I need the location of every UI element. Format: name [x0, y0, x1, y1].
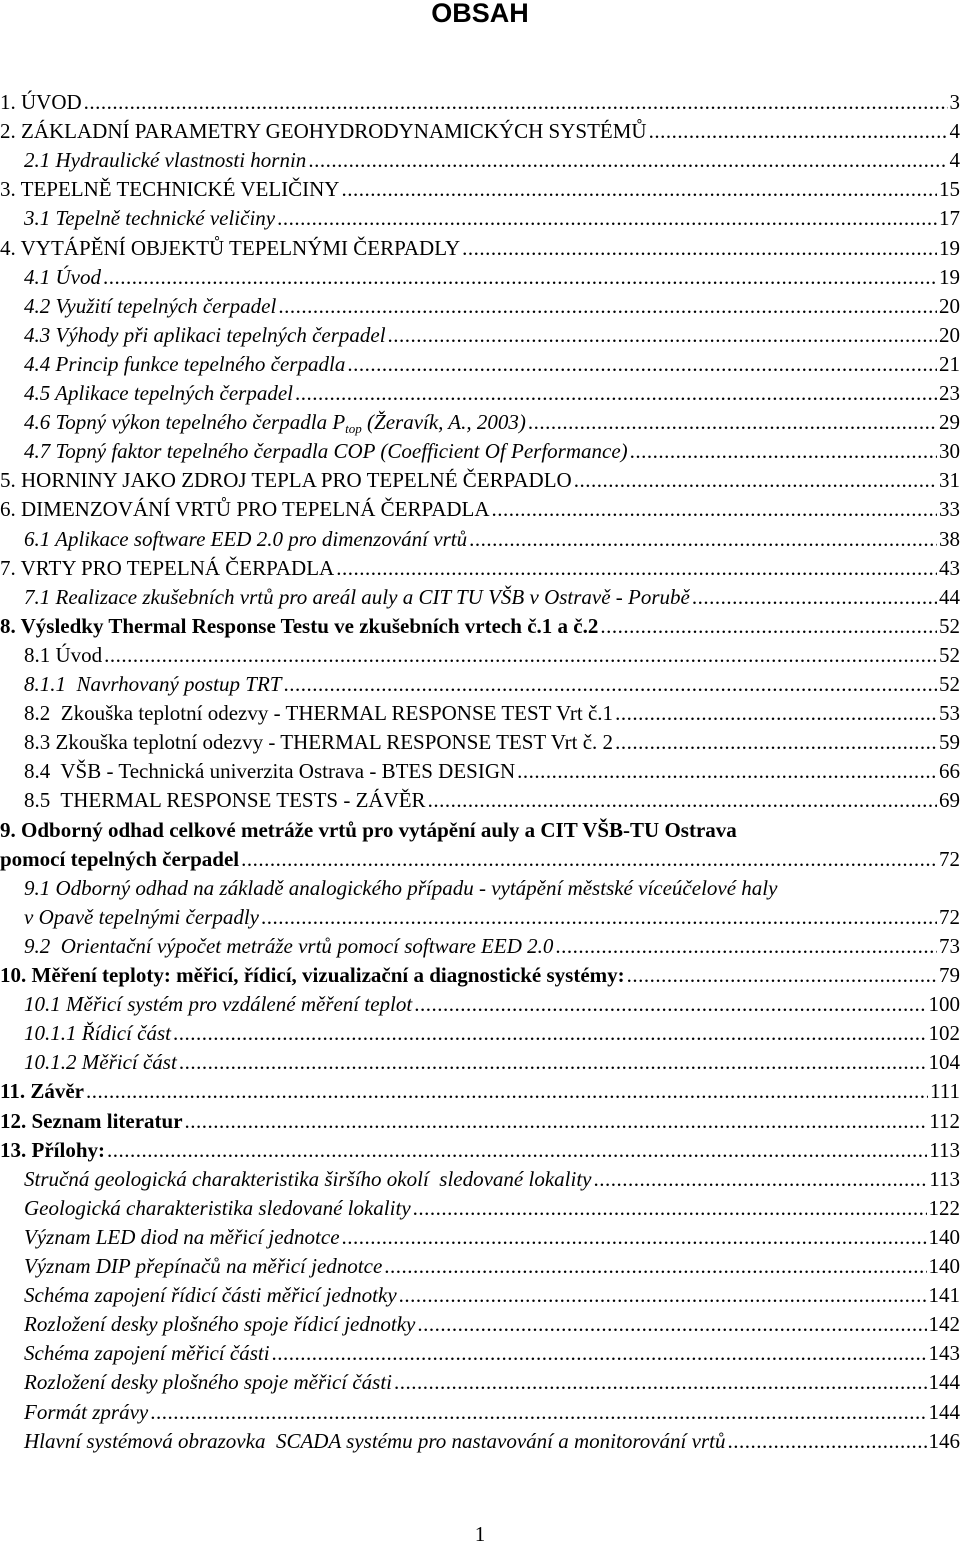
toc-entry[interactable]	[0, 670, 960, 698]
toc-entry-title: 1. ÚVOD	[0, 90, 82, 114]
toc-leader-dots	[399, 1281, 927, 1309]
toc-entry-title: 4. VYTÁPĚNÍ OBJEKTŮ TEPELNÝMI ČERPADLY	[0, 235, 461, 260]
toc-entry-title: 4.1 Úvod	[24, 264, 101, 289]
toc-entry[interactable]	[0, 408, 960, 436]
toc-entry-page: 52	[939, 613, 960, 638]
toc-leader-dots	[342, 1223, 927, 1251]
toc-entry-page: 72	[939, 846, 960, 871]
toc-leader-dots	[727, 1427, 926, 1455]
toc-entry-label	[24, 525, 467, 553]
toc-leader-dots	[428, 786, 937, 814]
toc-entry[interactable]	[0, 554, 960, 582]
toc-entry-page: 104	[928, 1050, 960, 1075]
toc-entry-title: pomocí tepelných čerpadel	[0, 846, 240, 871]
toc-leader-dots	[107, 1136, 927, 1164]
toc-entry-page: 111	[930, 1079, 960, 1104]
toc-entry-title: 8. Výsledky Thermal Response Testu ve zkušebních vrtech č.1 a č.2	[0, 613, 599, 638]
toc-entry-label	[24, 932, 553, 960]
toc-entry-label	[24, 903, 259, 931]
toc-entry-page: 53	[939, 701, 960, 726]
toc-leader-dots	[272, 1339, 927, 1367]
toc-entry-label	[24, 1368, 392, 1396]
toc-leader-dots	[649, 117, 948, 145]
toc-entry-label	[24, 1165, 591, 1193]
toc-entry-page: 43	[939, 555, 960, 580]
toc-entry[interactable]	[0, 641, 960, 669]
toc-entry-title: Stručná geologická charakteristika širšího okolí sledované lokality	[24, 1166, 592, 1191]
toc-entry-page: 66	[939, 759, 960, 784]
toc-entry-label	[0, 961, 625, 989]
toc-entry[interactable]	[0, 1252, 960, 1280]
toc-entry[interactable]	[0, 350, 960, 378]
toc-entry-label	[24, 1019, 171, 1047]
toc-entry-label	[24, 583, 690, 611]
toc-entry-label	[0, 612, 598, 640]
toc-entry-page: 4	[949, 119, 960, 144]
toc-entry-label	[0, 495, 490, 523]
toc-entry[interactable]	[0, 612, 960, 640]
toc-leader-dots	[347, 350, 937, 378]
toc-entry-title: 8.1.1 Navrhovaný postup TRT	[24, 672, 282, 696]
toc-entry-title: 4.6 Topný výkon tepelného čerpadla P	[24, 410, 346, 435]
toc-leader-dots	[600, 612, 937, 640]
toc-leader-dots	[462, 234, 937, 262]
toc-entry-label	[0, 1136, 105, 1164]
toc-entry[interactable]	[0, 495, 960, 523]
toc-entry-page: 142	[928, 1312, 960, 1337]
toc-entry-label	[24, 699, 613, 727]
toc-leader-dots	[615, 728, 937, 756]
toc-entry[interactable]	[0, 1281, 960, 1309]
toc-entry-label	[0, 554, 334, 582]
toc-entry-title: 6. DIMENZOVÁNÍ VRTŮ PRO TEPELNÁ ČERPADLA	[0, 497, 490, 522]
toc-leader-dots	[179, 1048, 927, 1076]
toc-entry-title: 12. Seznam literatur	[0, 1108, 183, 1133]
toc-leader-dots	[277, 204, 937, 232]
toc-entry-page: 100	[928, 992, 960, 1017]
toc-entry-title: 4.5 Aplikace tepelných čerpadel	[24, 381, 294, 405]
toc-entry[interactable]	[0, 204, 960, 232]
toc-entry[interactable]	[0, 1310, 960, 1338]
toc-entry-title: Schéma zapojení měřicí části	[24, 1341, 270, 1366]
toc-leader-dots	[283, 670, 937, 698]
toc-entry-label	[24, 1281, 397, 1309]
toc-entry-label	[24, 990, 412, 1018]
toc-entry-label	[0, 1077, 84, 1105]
toc-entry-page: 140	[928, 1254, 960, 1278]
toc-leader-dots	[630, 437, 937, 465]
toc-entry-title: Rozložení desky plošného spoje řídicí jednotky	[24, 1312, 416, 1337]
toc-entry[interactable]	[0, 1368, 960, 1396]
toc-entry[interactable]	[0, 990, 960, 1018]
toc-entry-page: 21	[939, 351, 960, 376]
toc-entry-label	[24, 204, 275, 232]
toc-entry-page: 69	[939, 788, 960, 813]
toc-entry[interactable]	[0, 1048, 960, 1076]
toc-entry-page: 52	[939, 672, 960, 696]
toc-entry-label	[24, 321, 386, 349]
toc-entry[interactable]	[0, 466, 960, 494]
toc-entry[interactable]	[0, 379, 960, 407]
toc-entry-title: Schéma zapojení řídicí části měřicí jednotky	[24, 1283, 397, 1308]
toc-entry-label	[24, 437, 628, 465]
toc-leader-dots	[627, 961, 937, 989]
toc-entry[interactable]	[0, 1223, 960, 1251]
toc-leader-dots	[241, 845, 937, 873]
toc-leader-dots	[84, 88, 948, 116]
toc-entry-page: 23	[939, 381, 960, 405]
toc-entry-label	[24, 757, 515, 785]
toc-leader-dots	[185, 1107, 928, 1135]
toc-entry-title: Hlavní systémová obrazovka SCADA systému pro nastavování a monitorování vrtů	[24, 1428, 726, 1453]
toc-entry-title: 8.5 THERMAL RESPONSE TESTS - ZÁVĚR	[24, 788, 426, 813]
toc-entry-page: 102	[928, 1021, 960, 1046]
toc-entry-label-line1: 9. Odborný odhad celkové metráže vrtů pro vytápění auly a CIT VŠB-TU Ostrava	[0, 817, 737, 842]
toc-entry-page: 20	[939, 293, 960, 318]
toc-entry-title: Rozložení desky plošného spoje měřicí části	[24, 1370, 393, 1395]
page-title: OBSAH	[431, 0, 529, 28]
toc-entry-title: 7.1 Realizace zkušebních vrtů pro areál auly a CIT TU VŠB v Ostravě - Porubě	[24, 584, 690, 609]
toc-leader-dots	[86, 1077, 928, 1105]
toc-entry-title: 2. ZÁKLADNÍ PARAMETRY GEOHYDRODYNAMICKÝCH SYSTÉMŮ	[0, 119, 647, 144]
toc-leader-dots	[261, 903, 937, 931]
toc-entry-page: 19	[939, 235, 960, 260]
toc-entry-title: 4.3 Výhody při aplikaci tepelných čerpadel	[24, 322, 386, 347]
toc-entry-page: 33	[939, 497, 960, 522]
toc-entry[interactable]	[0, 1136, 960, 1164]
page-number: 1	[474, 1522, 486, 1546]
toc-leader-dots	[388, 321, 937, 349]
toc-entry-page: 143	[928, 1341, 960, 1366]
toc-entry-page: 15	[939, 177, 960, 202]
toc-entry[interactable]	[0, 728, 960, 756]
toc-leader-dots	[278, 292, 937, 320]
toc-entry-title: Formát zprávy	[24, 1399, 149, 1424]
toc-entry[interactable]	[0, 1194, 960, 1222]
toc-entry-label	[24, 1310, 415, 1338]
toc-leader-dots	[308, 146, 947, 174]
toc-entry-title: 6.1 Aplikace software EED 2.0 pro dimenzování vrtů	[24, 526, 468, 551]
toc-entry-page: 144	[928, 1399, 960, 1424]
toc-leader-dots	[295, 379, 937, 407]
toc-entry-label	[0, 845, 239, 873]
toc-leader-dots	[517, 757, 937, 785]
toc-entry[interactable]	[0, 583, 960, 611]
toc-entry-title: 10. Měření teploty: měřicí, řídicí, vizualizační a diagnostické systémy:	[0, 963, 625, 987]
toc-leader-dots	[469, 525, 937, 553]
toc-entry[interactable]	[0, 932, 960, 960]
toc-leader-dots	[413, 1194, 927, 1222]
toc-entry-title-cont: (Žeravík, A., 2003)	[361, 410, 526, 435]
toc-entry-page: 52	[939, 642, 960, 667]
toc-entry-title: Geologická charakteristika sledované lokality	[24, 1195, 411, 1220]
toc-entry[interactable]	[0, 1398, 960, 1426]
toc-leader-dots	[341, 175, 937, 203]
toc-entry-title: 4.2 Využití tepelných čerpadel	[24, 293, 277, 318]
toc-leader-dots	[692, 583, 937, 611]
toc-entry-title: 4.4 Princip funkce tepelného čerpadla	[24, 351, 346, 376]
toc-entry[interactable]	[0, 437, 960, 465]
toc-entry-page: 73	[939, 933, 960, 958]
toc-entry[interactable]	[0, 903, 960, 931]
toc-entry-page: 144	[928, 1370, 960, 1395]
toc-entry-page: 112	[929, 1108, 960, 1133]
toc-entry-page: 20	[939, 322, 960, 347]
toc-leader-dots	[417, 1310, 926, 1338]
toc-entry-label	[24, 728, 613, 756]
toc-entry-label	[0, 1107, 183, 1135]
toc-entry-label	[0, 466, 572, 494]
toc-entry-page: 44	[939, 584, 960, 609]
toc-leader-dots	[103, 263, 937, 291]
toc-entry-label	[24, 786, 426, 814]
toc-entry-page: 59	[939, 730, 960, 755]
toc-entry[interactable]	[0, 1019, 960, 1047]
toc-entry-label	[0, 117, 647, 145]
toc-entry-label	[24, 1398, 148, 1426]
toc-entry-title: 10.1.2 Měřicí část	[24, 1050, 177, 1075]
toc-entry[interactable]	[0, 234, 960, 262]
toc-leader-dots	[574, 466, 937, 494]
toc-entry-title: 3. TEPELNĚ TECHNICKÉ VELIČINY	[0, 177, 340, 202]
toc-entry[interactable]	[0, 1339, 960, 1367]
toc-entry[interactable]	[0, 845, 960, 873]
toc-leader-dots	[492, 495, 937, 523]
toc-entry-label	[24, 350, 345, 378]
toc-entry-label	[24, 1194, 411, 1222]
toc-entry-page: 30	[939, 439, 960, 464]
toc-entry-label-line1: 9.1 Odborný odhad na základě analogického případu - vytápění městské víceúčelové haly	[24, 875, 778, 900]
toc-entry[interactable]	[0, 525, 960, 553]
toc-entry-title: 8.4 VŠB - Technická univerzita Ostrava - BTES DESIGN	[24, 759, 516, 784]
toc-entry-title: 10.1 Měřicí systém pro vzdálené měření teplot	[24, 992, 413, 1017]
toc-leader-dots	[615, 699, 937, 727]
toc-entry[interactable]	[0, 1427, 960, 1455]
toc-entry-label	[24, 1223, 340, 1251]
toc-entry-page: 38	[939, 526, 960, 551]
toc-entry-title: 7. VRTY PRO TEPELNÁ ČERPADLA	[0, 555, 335, 580]
toc-entry-page: 4	[949, 148, 960, 173]
toc-entry-title: 8.2 Zkouška teplotní odezvy - THERMAL RESPONSE TEST Vrt č.1	[24, 701, 614, 726]
toc-leader-dots	[414, 990, 926, 1018]
toc-entry-title: 8.1 Úvod	[24, 642, 103, 667]
toc-entry-title: 13. Přílohy:	[0, 1137, 105, 1162]
toc-entry[interactable]	[0, 263, 960, 291]
toc-entry-title: 3.1 Tepelně technické veličiny	[24, 206, 276, 231]
toc-entry-title: 9.2 Orientační výpočet metráže vrtů pomocí software EED 2.0	[24, 933, 554, 958]
toc-entry-label	[24, 292, 276, 320]
toc-entry[interactable]	[0, 1107, 960, 1135]
toc-leader-dots	[104, 641, 937, 669]
toc-entry[interactable]	[0, 321, 960, 349]
toc-entry-label	[24, 1252, 382, 1280]
toc-leader-dots	[150, 1398, 926, 1426]
toc-entry-label	[24, 379, 293, 407]
toc-entry-title: 2.1 Hydraulické vlastnosti hornin	[24, 148, 307, 173]
toc-entry-title: 4.7 Topný faktor tepelného čerpadla COP (Coefficient Of Performance)	[24, 439, 628, 464]
toc-leader-dots	[555, 932, 937, 960]
toc-entry[interactable]	[0, 175, 960, 203]
toc-leader-dots	[173, 1019, 927, 1047]
toc-entry-label	[24, 1048, 177, 1076]
toc-entry-title: Význam LED diod na měřicí jednotce	[24, 1224, 340, 1249]
toc-leader-dots	[384, 1252, 926, 1280]
toc-entry-label	[24, 641, 102, 669]
toc-entry-page: 146	[928, 1428, 960, 1453]
toc-entry-label	[24, 1427, 725, 1455]
toc-entry-label	[24, 670, 281, 698]
toc-entry-page: 17	[939, 206, 960, 231]
toc-entry-page: 3	[949, 90, 960, 114]
toc-entry-page: 29	[939, 410, 960, 435]
toc-entry-label	[0, 234, 460, 262]
toc-entry[interactable]	[0, 88, 960, 116]
toc-entry-title: 10.1.1 Řídicí část	[24, 1021, 171, 1046]
toc-entry-page: 31	[939, 468, 960, 493]
toc-entry-subscript: top	[345, 421, 362, 437]
toc-leader-dots	[394, 1368, 926, 1396]
toc-entry[interactable]	[0, 786, 960, 814]
toc-entry-title: Význam DIP přepínačů na měřicí jednotce	[24, 1254, 383, 1278]
toc-entry-page: 113	[929, 1137, 960, 1162]
toc-entry[interactable]	[0, 117, 960, 145]
toc-entry-label	[0, 88, 82, 116]
toc-entry[interactable]	[0, 146, 960, 174]
toc-entry-page: 140	[928, 1224, 960, 1249]
toc-entry-page: 72	[939, 904, 960, 929]
toc-entry[interactable]	[0, 757, 960, 785]
toc-entry-title: 5. HORNINY JAKO ZDROJ TEPLA PRO TEPELNÉ ČERPADLO	[0, 468, 572, 493]
toc-entry-page: 141	[928, 1283, 960, 1308]
toc-leader-dots	[528, 408, 937, 436]
toc-entry-label	[24, 263, 101, 291]
toc-entry[interactable]	[0, 1165, 960, 1193]
toc-entry-label	[24, 146, 306, 174]
toc-entry-label	[0, 175, 339, 203]
toc-entry[interactable]	[0, 292, 960, 320]
toc-entry-title: 11. Závěr	[0, 1079, 84, 1104]
toc-entry-title: v Opavě tepelnými čerpadly	[24, 904, 259, 929]
toc-entry[interactable]	[0, 699, 960, 727]
toc-entry-page: 19	[939, 264, 960, 289]
toc-entry-title: 8.3 Zkouška teplotní odezvy - THERMAL RESPONSE TEST Vrt č. 2	[24, 730, 614, 755]
toc-entry[interactable]	[0, 961, 960, 989]
toc-entry-page: 113	[929, 1166, 960, 1191]
toc-entry-page: 122	[928, 1195, 960, 1220]
toc-entry-page: 79	[939, 963, 960, 987]
toc-leader-dots	[593, 1165, 927, 1193]
toc-leader-dots	[336, 554, 937, 582]
toc-entry[interactable]	[0, 1077, 960, 1105]
toc-entry-label	[24, 1339, 270, 1367]
